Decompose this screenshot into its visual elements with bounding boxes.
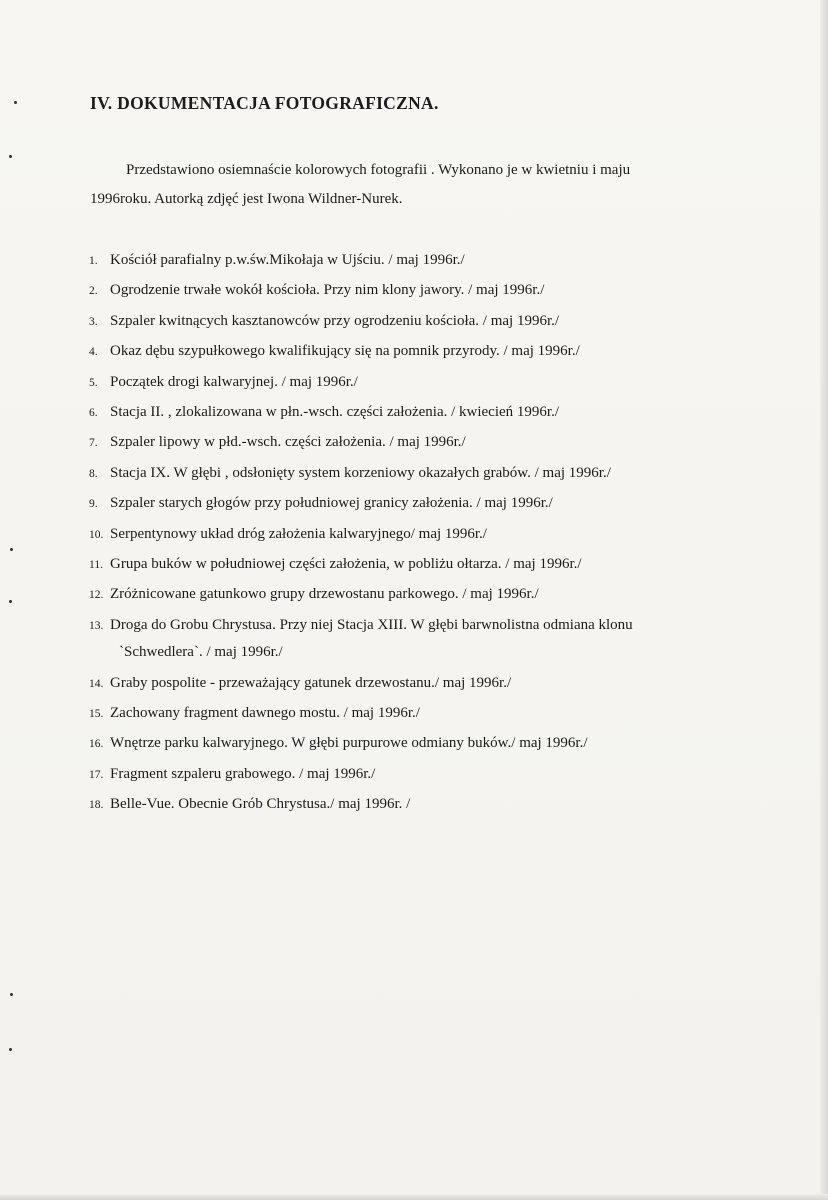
- list-item: [89, 549, 729, 579]
- item-text-continuation: `Schwedlera`. / maj 1996r./: [119, 644, 283, 661]
- item-number: 13.: [89, 619, 104, 632]
- item-text: Serpentynowy układ dróg założenia kalwaryjnego/ maj 1996r./: [110, 525, 487, 542]
- scan-speck: [10, 548, 13, 551]
- item-number: 18.: [89, 799, 104, 812]
- item-number: 15.: [89, 708, 104, 721]
- item-text: Zróżnicowane gatunkowo grupy drzewostanu parkowego. / maj 1996r./: [110, 586, 539, 603]
- page-edge-bottom: [0, 1194, 828, 1200]
- list-item: [89, 488, 729, 518]
- list-item: [89, 458, 729, 488]
- list-item: [89, 336, 729, 366]
- list-item: [89, 519, 729, 549]
- item-number: 9.: [89, 498, 98, 511]
- item-number: 1.: [89, 255, 98, 267]
- item-text: Zachowany fragment dawnego mostu. / maj 1996r./: [110, 705, 420, 722]
- item-text: Wnętrze parku kalwaryjnego. W głębi purpurowe odmiany buków./ maj 1996r./: [110, 735, 588, 752]
- item-number: 8.: [89, 467, 98, 480]
- item-text: Początek drogi kalwaryjnej. / maj 1996r./: [110, 373, 358, 390]
- item-number: 4.: [89, 346, 98, 359]
- item-number: 5.: [89, 376, 98, 389]
- item-number: 14.: [89, 677, 104, 690]
- item-number: 2.: [89, 285, 98, 298]
- list-item: [89, 698, 729, 728]
- item-text: Kościół parafialny p.w.św.Mikołaja w Ujściu. / maj 1996r./: [110, 252, 465, 268]
- item-text: Belle-Vue. Obecnie Grób Chrystusa./ maj 1996r. /: [110, 796, 411, 813]
- list-item: [89, 367, 729, 397]
- list-item: [89, 306, 729, 336]
- item-text: Graby pospolite - przeważający gatunek drzewostanu./ maj 1996r./: [110, 674, 512, 691]
- item-text: Szpaler starych głogów przy południowej granicy założenia. / maj 1996r./: [110, 495, 553, 512]
- list-item: [89, 427, 729, 457]
- scan-speck: [9, 155, 12, 158]
- item-text: Szpaler lipowy w płd.-wsch. części założenia. / maj 1996r./: [110, 434, 466, 451]
- item-number: 16.: [89, 738, 104, 751]
- item-number: 12.: [89, 589, 104, 602]
- list-item: [89, 275, 729, 305]
- item-text: Fragment szpaleru grabowego. / maj 1996r./: [110, 765, 376, 782]
- list-item: [89, 728, 729, 758]
- item-number: 6.: [89, 406, 98, 419]
- item-number: 10.: [89, 528, 104, 541]
- item-text: Droga do Grobu Chrystusa. Przy niej Stacja XIII. W głębi barwnolistna odmiana klonu: [110, 616, 633, 633]
- item-text: Okaz dębu szypułkowego kwalifikujący się na pomnik przyrody. / maj 1996r./: [110, 343, 580, 360]
- photo-list: [89, 245, 729, 820]
- section-heading: IV. DOKUMENTACJA FOTOGRAFICZNA.: [90, 93, 439, 113]
- scan-speck: [9, 1048, 12, 1051]
- item-text: Stacja II. , zlokalizowana w płn.-wsch. części założenia. / kwiecień 1996r./: [110, 403, 559, 420]
- item-text: Szpaler kwitnących kasztanowców przy ogrodzeniu kościoła. / maj 1996r./: [110, 312, 560, 329]
- scan-speck: [10, 993, 13, 996]
- list-item: [89, 610, 729, 668]
- item-text: Grupa buków w południowej części założenia, w pobliżu ołtarza. / maj 1996r./: [110, 555, 582, 572]
- item-number: 11.: [89, 558, 103, 571]
- item-text: Ogrodzenie trwałe wokół kościoła. Przy nim klony jawory. / maj 1996r./: [110, 282, 545, 299]
- page-edge-right: [820, 0, 828, 1200]
- intro-line-2: 1996roku. Autorką zdjęć jest Iwona Wildner-Nurek.: [90, 191, 403, 207]
- intro-line-1: Przedstawiono osiemnaście kolorowych fotografii . Wykonano je w kwietniu i maju: [126, 162, 631, 178]
- item-number: 17.: [89, 768, 104, 781]
- list-item: [89, 668, 729, 698]
- item-number: 3.: [89, 315, 98, 328]
- scan-speck: [14, 101, 17, 104]
- scan-speck: [9, 600, 12, 603]
- item-text: Stacja IX. W głębi , odsłonięty system korzeniowy okazałych grabów. / maj 1996r./: [110, 464, 611, 481]
- intro-paragraph: [90, 156, 730, 214]
- item-number: 7.: [89, 437, 98, 450]
- list-item: [89, 245, 729, 275]
- list-item: [89, 579, 729, 609]
- list-item: [89, 759, 729, 789]
- list-item: [89, 789, 729, 819]
- list-item: [89, 397, 729, 427]
